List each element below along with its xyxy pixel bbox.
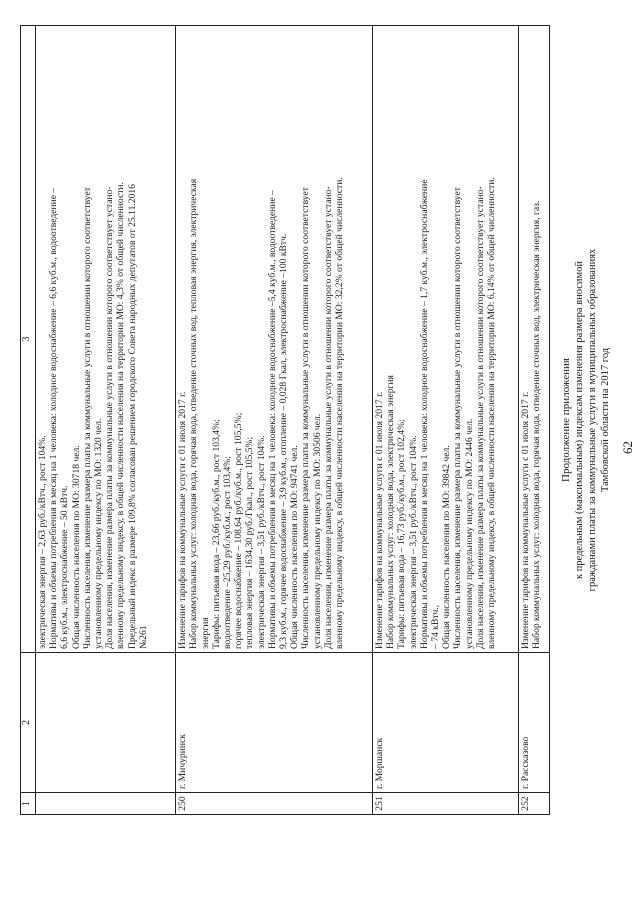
- detail-line: установленному предельному индексу по МО: 2446 чел.: [463, 418, 475, 649]
- detail-line: Нормативы и объемы потребления в месяц на 1 человека: холодное водоснабжение –5,4 куб.м., водоотведение –: [266, 190, 278, 649]
- header-title-line: гражданами платы за коммунальные услуги в муниципальных образованиях: [587, 248, 598, 592]
- table-row: [518, 26, 549, 815]
- detail-line: – 74 кВтч.,: [429, 604, 441, 649]
- detail-line: №261: [137, 625, 149, 649]
- detail-line: электрическая энергия – 3,51 руб./кВтч., рост 104%.: [407, 435, 419, 649]
- row-number: [35, 793, 175, 815]
- detail-line: Изменение тарифов на коммунальные услуги с 01 июля 2017 г.: [519, 391, 531, 649]
- detail-line: Изменение тарифов на коммунальные услуги с 01 июля 2017 г.: [177, 391, 189, 649]
- municipality-name: г. Рассказово: [518, 653, 549, 793]
- row-number: 252: [518, 793, 549, 815]
- tariff-details: [372, 26, 518, 653]
- utility-index-table: [20, 25, 550, 815]
- detail-line: Предельный индекс в размере 109,8% согласован решением городского Совета народных депутатов от 25.11.2016: [126, 184, 138, 649]
- detail-line: Доля населения, изменение размера платы за коммунальные услуги в отношении которого соответствует устано-: [322, 186, 334, 649]
- detail-line: Общая численность населения по МО: 94741 чел.: [289, 445, 301, 649]
- tariff-details: [518, 26, 549, 653]
- tariff-details: [176, 26, 373, 653]
- detail-line: Численность населения, изменение размера платы за коммунальные услуги в отношении которого соответствует: [452, 187, 464, 649]
- table-row: [176, 26, 373, 815]
- detail-line: энергия: [199, 617, 211, 649]
- header-title-line: Тамбовской области на 2017 год: [600, 347, 611, 493]
- header-continuation: Продолжение приложения: [560, 358, 572, 482]
- row-number: 250: [176, 793, 373, 815]
- detail-line: Набор коммунальных услуг: холодная вода, горячая вода, отведение сточных вод, тепловая энергия, электрическая: [188, 178, 200, 649]
- detail-line: Численность населения, изменение размера платы за коммунальные услуги в отношении которого соответствует: [81, 187, 93, 649]
- detail-line: Численность населения, изменение размера платы за коммунальные услуги в отношении которого соответствует: [300, 187, 312, 649]
- row-number: 251: [372, 793, 518, 815]
- municipality-name: г. Мичуринск: [176, 653, 373, 793]
- detail-line: водоотведение –25,29 руб./куб.м., рост 103,4%;: [222, 456, 234, 649]
- detail-line: Общая численность населения по МО: 39842 чел.: [441, 445, 453, 649]
- detail-line: Доля населения, изменение размера платы за коммунальные услуги в отношении которого соответствует устано-: [474, 186, 486, 649]
- column-header: 2: [21, 653, 36, 793]
- detail-line: установленному предельному индексу по МО: 1320 чел.: [92, 418, 104, 649]
- detail-line: тепловая энергия – 1634,30 руб./Гкал., рост 105,5%;: [244, 436, 256, 649]
- municipality-name: [35, 653, 175, 793]
- document-header: [560, 120, 620, 720]
- detail-line: 9,3 куб.м., горячее водоснабжение – 3,9 куб.м., отопление – 0,028 Гкал, электроснабжение –100 кВтч.: [278, 233, 290, 649]
- detail-line: электрическая энергия – 3,51 руб./кВтч., рост 104%.: [255, 435, 267, 649]
- municipality-name: г. Моршанск: [372, 653, 518, 793]
- detail-line: 6,6 куб.м., электроснабжение – 50 кВтч.: [59, 485, 71, 649]
- detail-line: вленному предельному индексу, в общей численности населения на территории МО: 4,3% от общей численности.: [115, 182, 127, 649]
- detail-line: Нормативы и объемы потребления в месяц на 1 человека: холодное водоснабжение – 1,7 куб.м., электроснабжение: [418, 179, 430, 649]
- detail-line: Набор коммунальных услуг: холодная вода, электрическая энергия: [385, 375, 397, 649]
- table-row: [372, 26, 518, 815]
- page-number: 62: [620, 441, 635, 454]
- header-title-line: к предельным (максимальным) индексам изменения размера вносимой: [574, 260, 585, 580]
- detail-line: вленному предельному индексу, в общей численности населения на территории МО: 32,2% от общей численности.: [334, 177, 346, 649]
- detail-line: горячее водоснабжение – 108,64 руб./куб.м., рост 105,5%;: [233, 412, 245, 649]
- detail-line: вленному предельному индексу, в общей численности населения на территории МО: 6,14% от общей численности.: [485, 177, 497, 649]
- detail-line: Изменение тарифов на коммунальные услуги с 01 июля 2017 г.: [373, 391, 385, 649]
- column-header: 3: [21, 26, 36, 653]
- detail-line: установленному предельному индексу по МО: 30506 чел.: [311, 413, 323, 649]
- detail-line: Доля населения, изменение размера платы за коммунальные услуги в отношении которого соответствует устано-: [104, 186, 116, 649]
- detail-line: Тарифы: питьевая вода – 16,73 руб./куб.м., рост 102,4%;: [396, 419, 408, 649]
- detail-line: Набор коммунальных услуг: холодная вода, горячая вода, отведение сточных вод, электрическая энергия, газ.: [531, 200, 543, 649]
- detail-line: электрическая энергия – 2,63 руб./кВтч., рост 104%.: [36, 435, 48, 649]
- detail-line: Тарифы: питьевая вода – 23,66 руб./куб.м., рост 103,4%;: [210, 419, 222, 649]
- detail-line: Общая численность населения по МО: 30718 чел.: [70, 445, 82, 649]
- detail-line: Нормативы и объемы потребления в месяц на 1 человека: холодное водоснабжение – 6,6 куб.м., водоотведение –: [48, 187, 60, 649]
- column-header: 1: [21, 793, 36, 815]
- table-header-row: [21, 26, 36, 815]
- table-row: [35, 26, 175, 815]
- tariff-details: [35, 26, 175, 653]
- rotated-sheet: [20, 25, 635, 870]
